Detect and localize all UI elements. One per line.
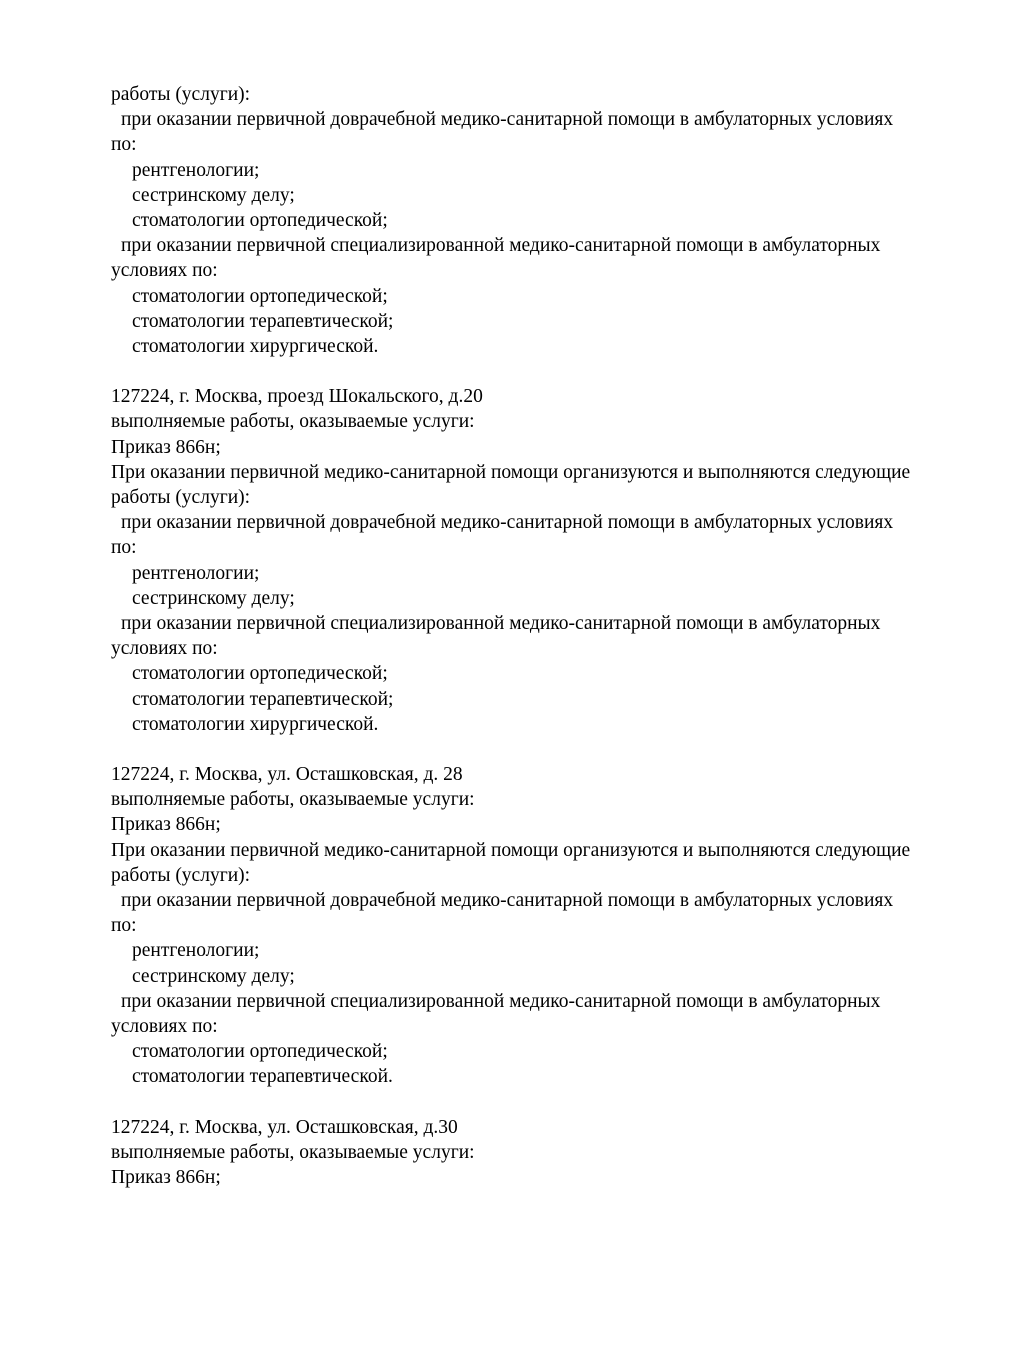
order-ref: Приказ 866н; [111, 1167, 221, 1189]
document-page [111, 82, 991, 1190]
order-ref: Приказ 866н; [111, 814, 221, 836]
works-heading: работы (услуги): [111, 84, 251, 105]
list-item: стоматологии ортопедической; [132, 1041, 388, 1063]
list-item: рентгенологии; [132, 159, 260, 181]
works-heading: работы (услуги): [111, 487, 251, 508]
address-block-shokalskogo [111, 384, 991, 737]
spacer [111, 1090, 991, 1115]
list-item: стоматологии ортопедической; [132, 663, 388, 685]
list-item: стоматологии терапевтической; [132, 688, 394, 710]
list-item: рентгенологии; [132, 940, 260, 962]
list-item: рентгенологии; [132, 562, 260, 584]
list-item: сестринскому делу; [132, 587, 295, 609]
spacer [111, 359, 991, 384]
list-item: сестринскому делу; [132, 184, 295, 206]
list-item: сестринскому делу; [132, 965, 295, 987]
list-item: стоматологии хирургической. [132, 335, 379, 357]
address-block-ostashkovskaya-28 [111, 762, 991, 1089]
list-item: стоматологии хирургической. [132, 713, 379, 735]
list-item: стоматологии терапевтической. [132, 1066, 393, 1088]
primary-prehospital-heading-cont: по: [111, 537, 137, 559]
list-item: стоматологии терапевтической; [132, 310, 394, 332]
address: 127224, г. Москва, ул. Осташковская, д. 28 [111, 764, 463, 786]
specialized-care-heading-cont: условиях по: [111, 260, 218, 282]
specialized-care-heading-cont: условиях по: [111, 1015, 218, 1037]
specialized-care-heading-cont: условиях по: [111, 638, 218, 660]
works-intro: При оказании первичной медико-санитарной помощи организуются и выполняются следующие [111, 461, 911, 483]
address: 127224, г. Москва, ул. Осташковская, д.30 [111, 1116, 458, 1138]
primary-prehospital-heading-cont: по: [111, 915, 137, 937]
primary-prehospital-heading: при оказании первичной доврачебной медико-санитарной помощи в амбулаторных условиях [121, 512, 894, 534]
works-heading: работы (услуги): [111, 864, 251, 886]
works-intro: При оказании первичной медико-санитарной помощи организуются и выполняются следующие [111, 839, 911, 861]
primary-prehospital-heading: при оказании первичной доврачебной медико-санитарной помощи в амбулаторных условиях [121, 890, 894, 911]
specialized-care-heading: при оказании первичной специализированной медико-санитарной помощи в амбулаторных [121, 235, 881, 257]
services-label: выполняемые работы, оказываемые услуги: [111, 411, 475, 433]
list-item: стоматологии ортопедической; [132, 285, 388, 307]
services-label: выполняемые работы, оказываемые услуги: [111, 1141, 475, 1163]
primary-prehospital-heading-cont: по: [111, 134, 137, 156]
order-ref: Приказ 866н; [111, 436, 221, 458]
primary-prehospital-heading: при оказании первичной доврачебной медико-санитарной помощи в амбулаторных условиях [121, 109, 894, 131]
list-item: стоматологии ортопедической; [132, 209, 388, 231]
specialized-care-heading: при оказании первичной специализированной медико-санитарной помощи в амбулаторных [121, 990, 881, 1012]
services-block-continued [111, 82, 991, 359]
specialized-care-heading: при оказании первичной специализированной медико-санитарной помощи в амбулаторных [121, 612, 881, 634]
services-label: выполняемые работы, оказываемые услуги: [111, 789, 475, 811]
address-block-ostashkovskaya-30 [111, 1115, 991, 1191]
address: 127224, г. Москва, проезд Шокальского, д.20 [111, 386, 483, 408]
spacer [111, 737, 991, 762]
